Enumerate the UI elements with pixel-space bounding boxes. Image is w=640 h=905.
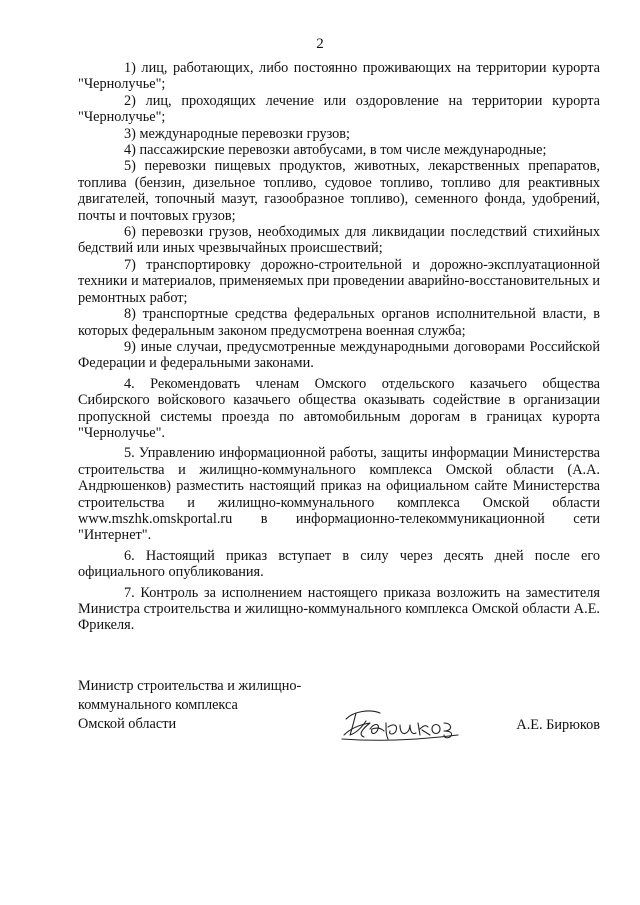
signer-title-line: Министр строительства и жилищно-: [78, 678, 302, 694]
page-number: 2: [316, 36, 324, 52]
paragraph-item-1: 1) лиц, работающих, либо постоянно проживающих на территории курорта "Чернолучье";: [78, 60, 600, 93]
paragraph-item-5: 5) перевозки пищевых продуктов, животных, лекарственных препаратов, топлива (бензин, дизельное топливо, судовое топливо, топливо для реактивных двигателей, топочный мазут, газообразное топливо), семенного фонда, удобрений, почты и почтовых грузов;: [78, 158, 600, 224]
paragraph-item-8: 8) транспортные средства федеральных органов исполнительной власти, в которых федеральным законом предусмотрена военная служба;: [78, 306, 600, 339]
paragraph-point-5: 5. Управлению информационной работы, защиты информации Министерства строительства и жилищно-коммунального комплекса Омской области (А.А. Андрюшенков) разместить настоящий приказ на официальном сайте Министерства строительства и жилищно-коммунального комплекса Омской области www.mszhk.omskportal.ru в информационно-телекоммуникационной сети "Интернет".: [78, 445, 600, 544]
paragraph-item-4: 4) пассажирские перевозки автобусами, в том числе международные;: [124, 142, 547, 159]
body-text: [78, 60, 600, 634]
paragraph-item-6: 6) перевозки грузов, необходимых для ликвидации последствий стихийных бедствий или иных чрезвычайных происшествий;: [78, 224, 600, 257]
paragraph-point-6: 6. Настоящий приказ вступает в силу через десять дней после его официального опубликования.: [78, 547, 600, 581]
handwritten-signature: [340, 705, 470, 743]
signer-title: [78, 677, 301, 734]
paragraph-point-4: 4. Рекомендовать членам Омского отдельского казачьего общества Сибирского войскового казачьего общества оказывать содействие в организации пропускной системы проезда по автомобильным дорогам в границах курорта "Чернолучье".: [78, 375, 600, 441]
signer-title-line: коммунального комплекса: [78, 697, 238, 713]
paragraph-item-3: 3) международные перевозки грузов;: [124, 125, 351, 142]
paragraph-item-9: 9) иные случаи, предусмотренные международными договорами Российской Федерации и федеральными законами.: [78, 338, 600, 372]
signer-name: А.Е. Бирюков: [516, 717, 600, 733]
paragraph-point-7: 7. Контроль за исполнением настоящего приказа возложить на заместителя Министра строительства и жилищно-коммунального комплекса Омской области А.Е. Фрикеля.: [78, 584, 600, 634]
signature-block: [78, 677, 600, 747]
signer-title-line: Омской области: [78, 716, 177, 732]
paragraph-item-7: 7) транспортировку дорожно-строительной и дорожно-эксплуатационной техники и материалов, применяемых при проведении аварийно-восстановительных и ремонтных работ;: [78, 256, 600, 306]
paragraph-item-2: 2) лиц, проходящих лечение или оздоровление на территории курорта "Чернолучье";: [78, 92, 600, 126]
